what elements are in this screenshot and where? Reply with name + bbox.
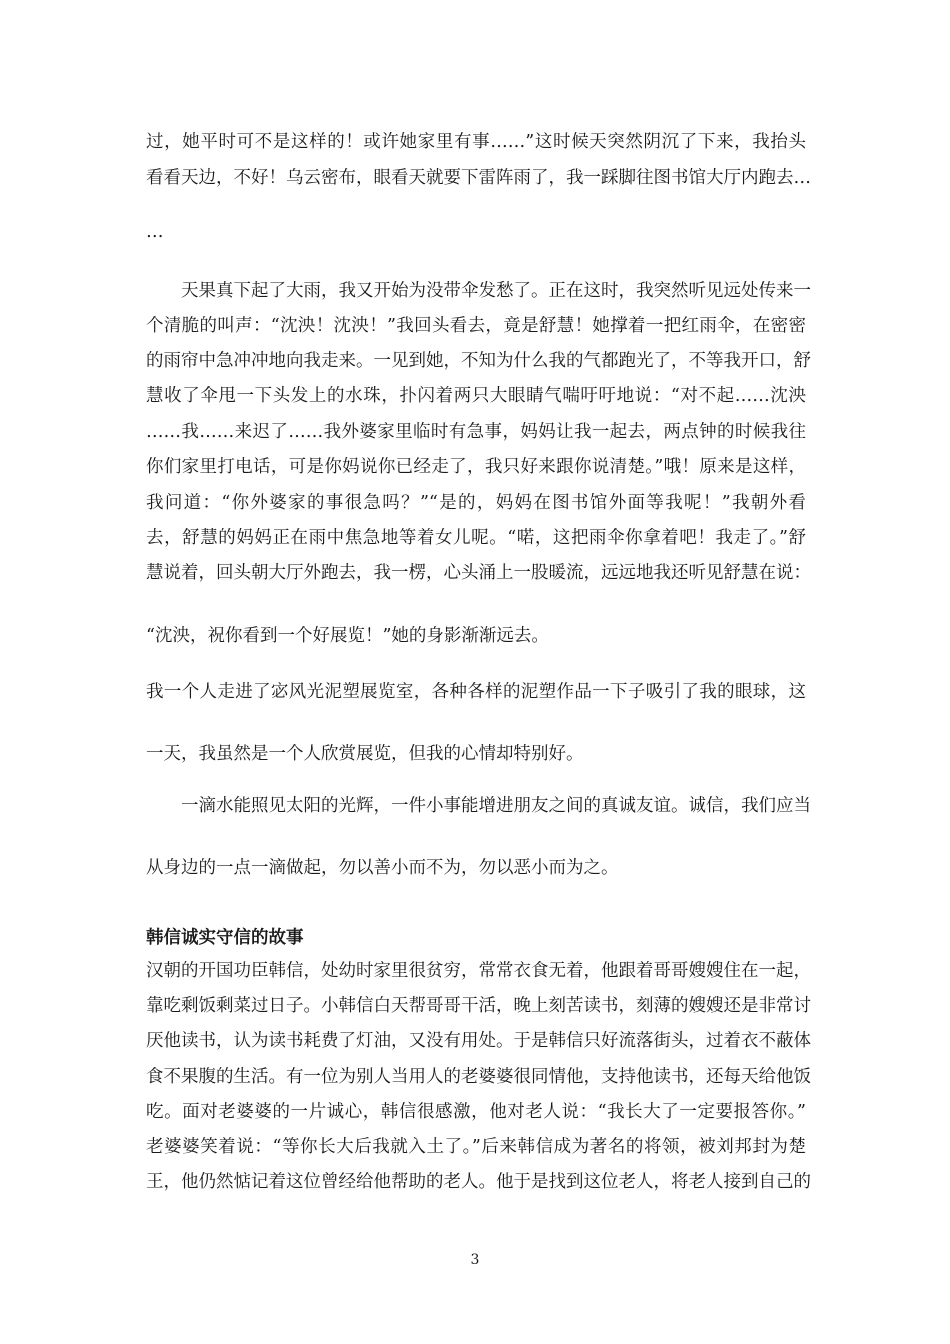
text-line: 的雨帘中急冲冲地向我走来。一见到她，不知为什么我的气都跑光了，不等我开口，舒 (146, 351, 811, 371)
text-line: 天果真下起了大雨，我又开始为没带伞发愁了。正在这时，我突然听见远处传来一 (181, 281, 811, 301)
text-line: 慧收了伞甩一下头发上的水珠，扑闪着两只大眼睛气喘吁吁地说：“对不起……沈泱 (146, 386, 806, 406)
section-heading: 韩信诚实守信的故事 (146, 928, 304, 948)
text-line: 厌他读书，认为读书耗费了灯油，又没有用处。于是韩信只好流落街头，过着衣不蔽体 (146, 1031, 811, 1051)
text-line: ……我……来迟了……我外婆家里临时有急事，妈妈让我一起去，两点钟的时候我往 (146, 422, 806, 442)
text-line: 慧说着，回头朝大厅外跑去，我一楞，心头涌上一股暖流，远远地我还听见舒慧在说： (146, 563, 811, 583)
page-number: 3 (470, 1252, 480, 1268)
text-line: 过，她平时可不是这样的！或许她家里有事……”这时候天突然阴沉了下来，我抬头 (146, 132, 806, 152)
text-line: … (146, 222, 164, 242)
text-line: 个清脆的叫声：“沈泱！沈泱！”我回头看去，竟是舒慧！她撑着一把红雨伞，在密密 (146, 316, 806, 336)
text-line: 我一个人走进了宓风光泥塑展览室，各种各样的泥塑作品一下子吸引了我的眼球，这 (146, 682, 806, 702)
text-line: 汉朝的开国功臣韩信，处幼时家里很贫穷，常常衣食无着，他跟着哥哥嫂嫂住在一起， (146, 961, 811, 981)
text-line: 食不果腹的生活。有一位为别人当用人的老婆婆很同情他，支持他读书，还每天给他饭 (146, 1067, 811, 1087)
text-line: 王，他仍然惦记着这位曾经给他帮助的老人。他于是找到这位老人，将老人接到自己的 (146, 1172, 811, 1192)
text-line: 一滴水能照见太阳的光辉，一件小事能增进朋友之间的真诚友谊。诚信，我们应当 (181, 796, 811, 816)
text-line: 靠吃剩饭剩菜过日子。小韩信白天帮哥哥干活，晚上刻苦读书，刻薄的嫂嫂还是非常讨 (146, 996, 811, 1016)
text-line: “沈泱，祝你看到一个好展览！”她的身影渐渐远去。 (146, 626, 549, 646)
text-line: 一天，我虽然是一个人欣赏展览，但我的心情却特别好。 (146, 744, 584, 764)
text-line: 看看天边，不好！乌云密布，眼看天就要下雷阵雨了，我一踩脚往图书馆大厅内跑去… (146, 168, 811, 188)
text-line: 我问道：“你外婆家的事很急吗？”“是的，妈妈在图书馆外面等我呢！”我朝外看 (146, 493, 806, 513)
text-line: 去，舒慧的妈妈正在雨中焦急地等着女儿呢。“喏，这把雨伞你拿着吧！我走了。”舒 (146, 528, 806, 548)
text-line: 吃。面对老婆婆的一片诚心，韩信很感激，他对老人说：“我长大了一定要报答你。” (146, 1102, 806, 1122)
text-line: 老婆婆笑着说：“等你长大后我就入土了。”后来韩信成为著名的将领，被刘邦封为楚 (146, 1137, 806, 1157)
text-line: 你们家里打电话，可是你妈说你已经走了，我只好来跟你说清楚。”哦！原来是这样， (146, 457, 806, 477)
text-line: 从身边的一点一滴做起，勿以善小而不为，勿以恶小而为之。 (146, 858, 619, 878)
